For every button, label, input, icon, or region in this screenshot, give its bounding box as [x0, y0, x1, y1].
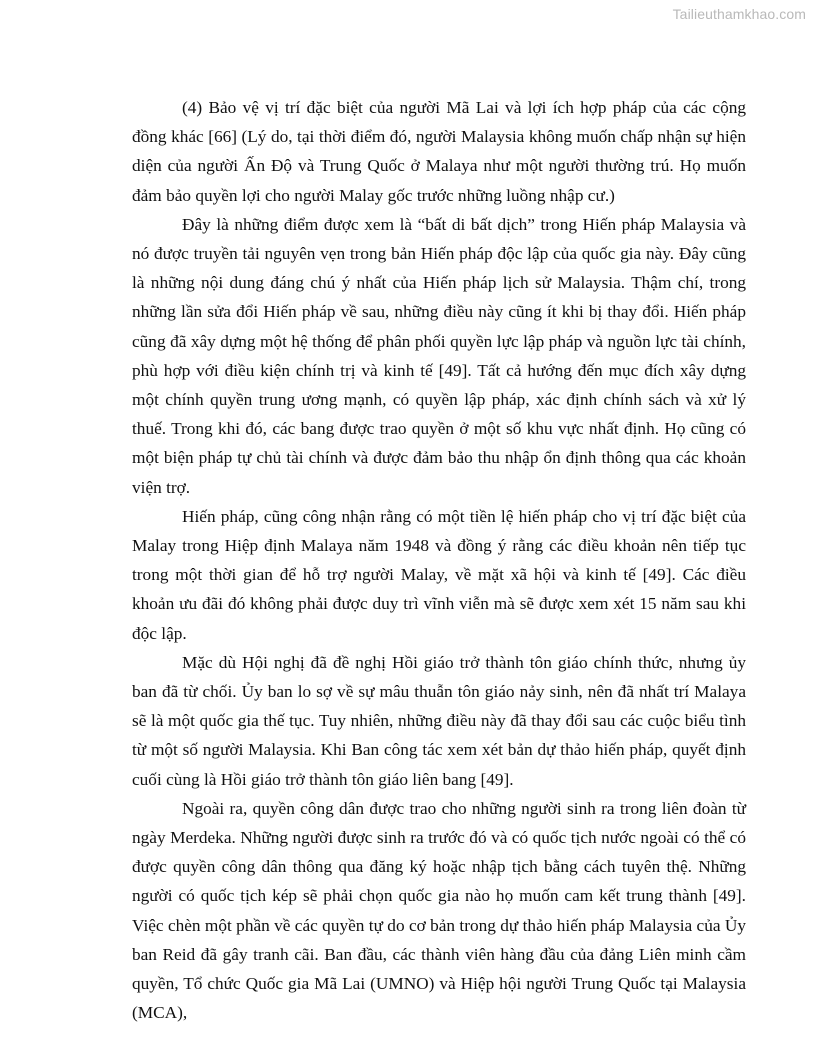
watermark: Tailieuthamkhao.com — [672, 6, 806, 22]
paragraph: Ngoài ra, quyền công dân được trao cho những người sinh ra trong liên đoàn từ ngày Merdeka. Những người được sinh ra trước đó và có quốc tịch nước ngoài có thể có được quyền công dân thông qua đăng ký hoặc nhập tịch bằng cách tuyên thệ. Những người có quốc tịch kép sẽ phải chọn quốc gia nào họ muốn cam kết trung thành [49]. Việc chèn một phần về các quyền tự do cơ bản trong dự thảo hiến pháp Malaysia của Ủy ban Reid đã gây tranh cãi. Ban đầu, các thành viên hàng đầu của đảng Liên minh cầm quyền, Tổ chức Quốc gia Mã Lai (UMNO) và Hiệp hội người Trung Quốc tại Malaysia (MCA), — [132, 798, 746, 1023]
document-body — [132, 93, 746, 1028]
paragraph: Đây là những điểm được xem là “bất di bất dịch” trong Hiến pháp Malaysia và nó được truyền tải nguyên vẹn trong bản Hiến pháp độc lập của quốc gia này. Đây cũng là những nội dung đáng chú ý nhất của Hiến pháp lịch sử Malaysia. Thậm chí, trong những lần sửa đổi Hiến pháp về sau, những điều này cũng ít khi bị thay đổi. Hiến pháp cũng đã xây dựng một hệ thống để phân phối quyền lực lập pháp và nguồn lực tài chính, phù hợp với điều kiện chính trị và kinh tế [49]. Tất cả hướng đến mục đích xây dựng một chính quyền trung ương mạnh, có quyền lập pháp, xác định chính sách và xử lý thuế. Trong khi đó, các bang được trao quyền ở một số khu vực nhất định. Họ cũng có một biện pháp tự chủ tài chính và được đảm bảo thu nhập ổn định thông qua các khoản viện trợ. — [132, 214, 746, 497]
paragraph: Mặc dù Hội nghị đã đề nghị Hồi giáo trở thành tôn giáo chính thức, nhưng ủy ban đã từ chối. Ủy ban lo sợ về sự mâu thuẫn tôn giáo nảy sinh, nên đã nhất trí Malaya sẽ là một quốc gia thế tục. Tuy nhiên, những điều này đã thay đổi sau các cuộc biểu tình từ một số người Malaysia. Khi Ban công tác xem xét bản dự thảo hiến pháp, quyết định cuối cùng là Hồi giáo trở thành tôn giáo liên bang [49]. — [132, 652, 746, 789]
paragraph: Hiến pháp, cũng công nhận rằng có một tiền lệ hiến pháp cho vị trí đặc biệt của Malay trong Hiệp định Malaya năm 1948 và đồng ý rằng các điều khoản nên tiếp tục trong một thời gian để hỗ trợ người Malay, về mặt xã hội và kinh tế [49]. Các điều khoản ưu đãi đó không phải được duy trì vĩnh viễn mà sẽ được xem xét 15 năm sau khi độc lập. — [132, 506, 746, 643]
paragraph: (4) Bảo vệ vị trí đặc biệt của người Mã Lai và lợi ích hợp pháp của các cộng đồng khác [66] (Lý do, tại thời điểm đó, người Malaysia không muốn chấp nhận sự hiện diện của người Ấn Độ và Trung Quốc ở Malaya như một người thường trú. Họ muốn đảm bảo quyền lợi cho người Malay gốc trước những luồng nhập cư.) — [132, 98, 746, 205]
